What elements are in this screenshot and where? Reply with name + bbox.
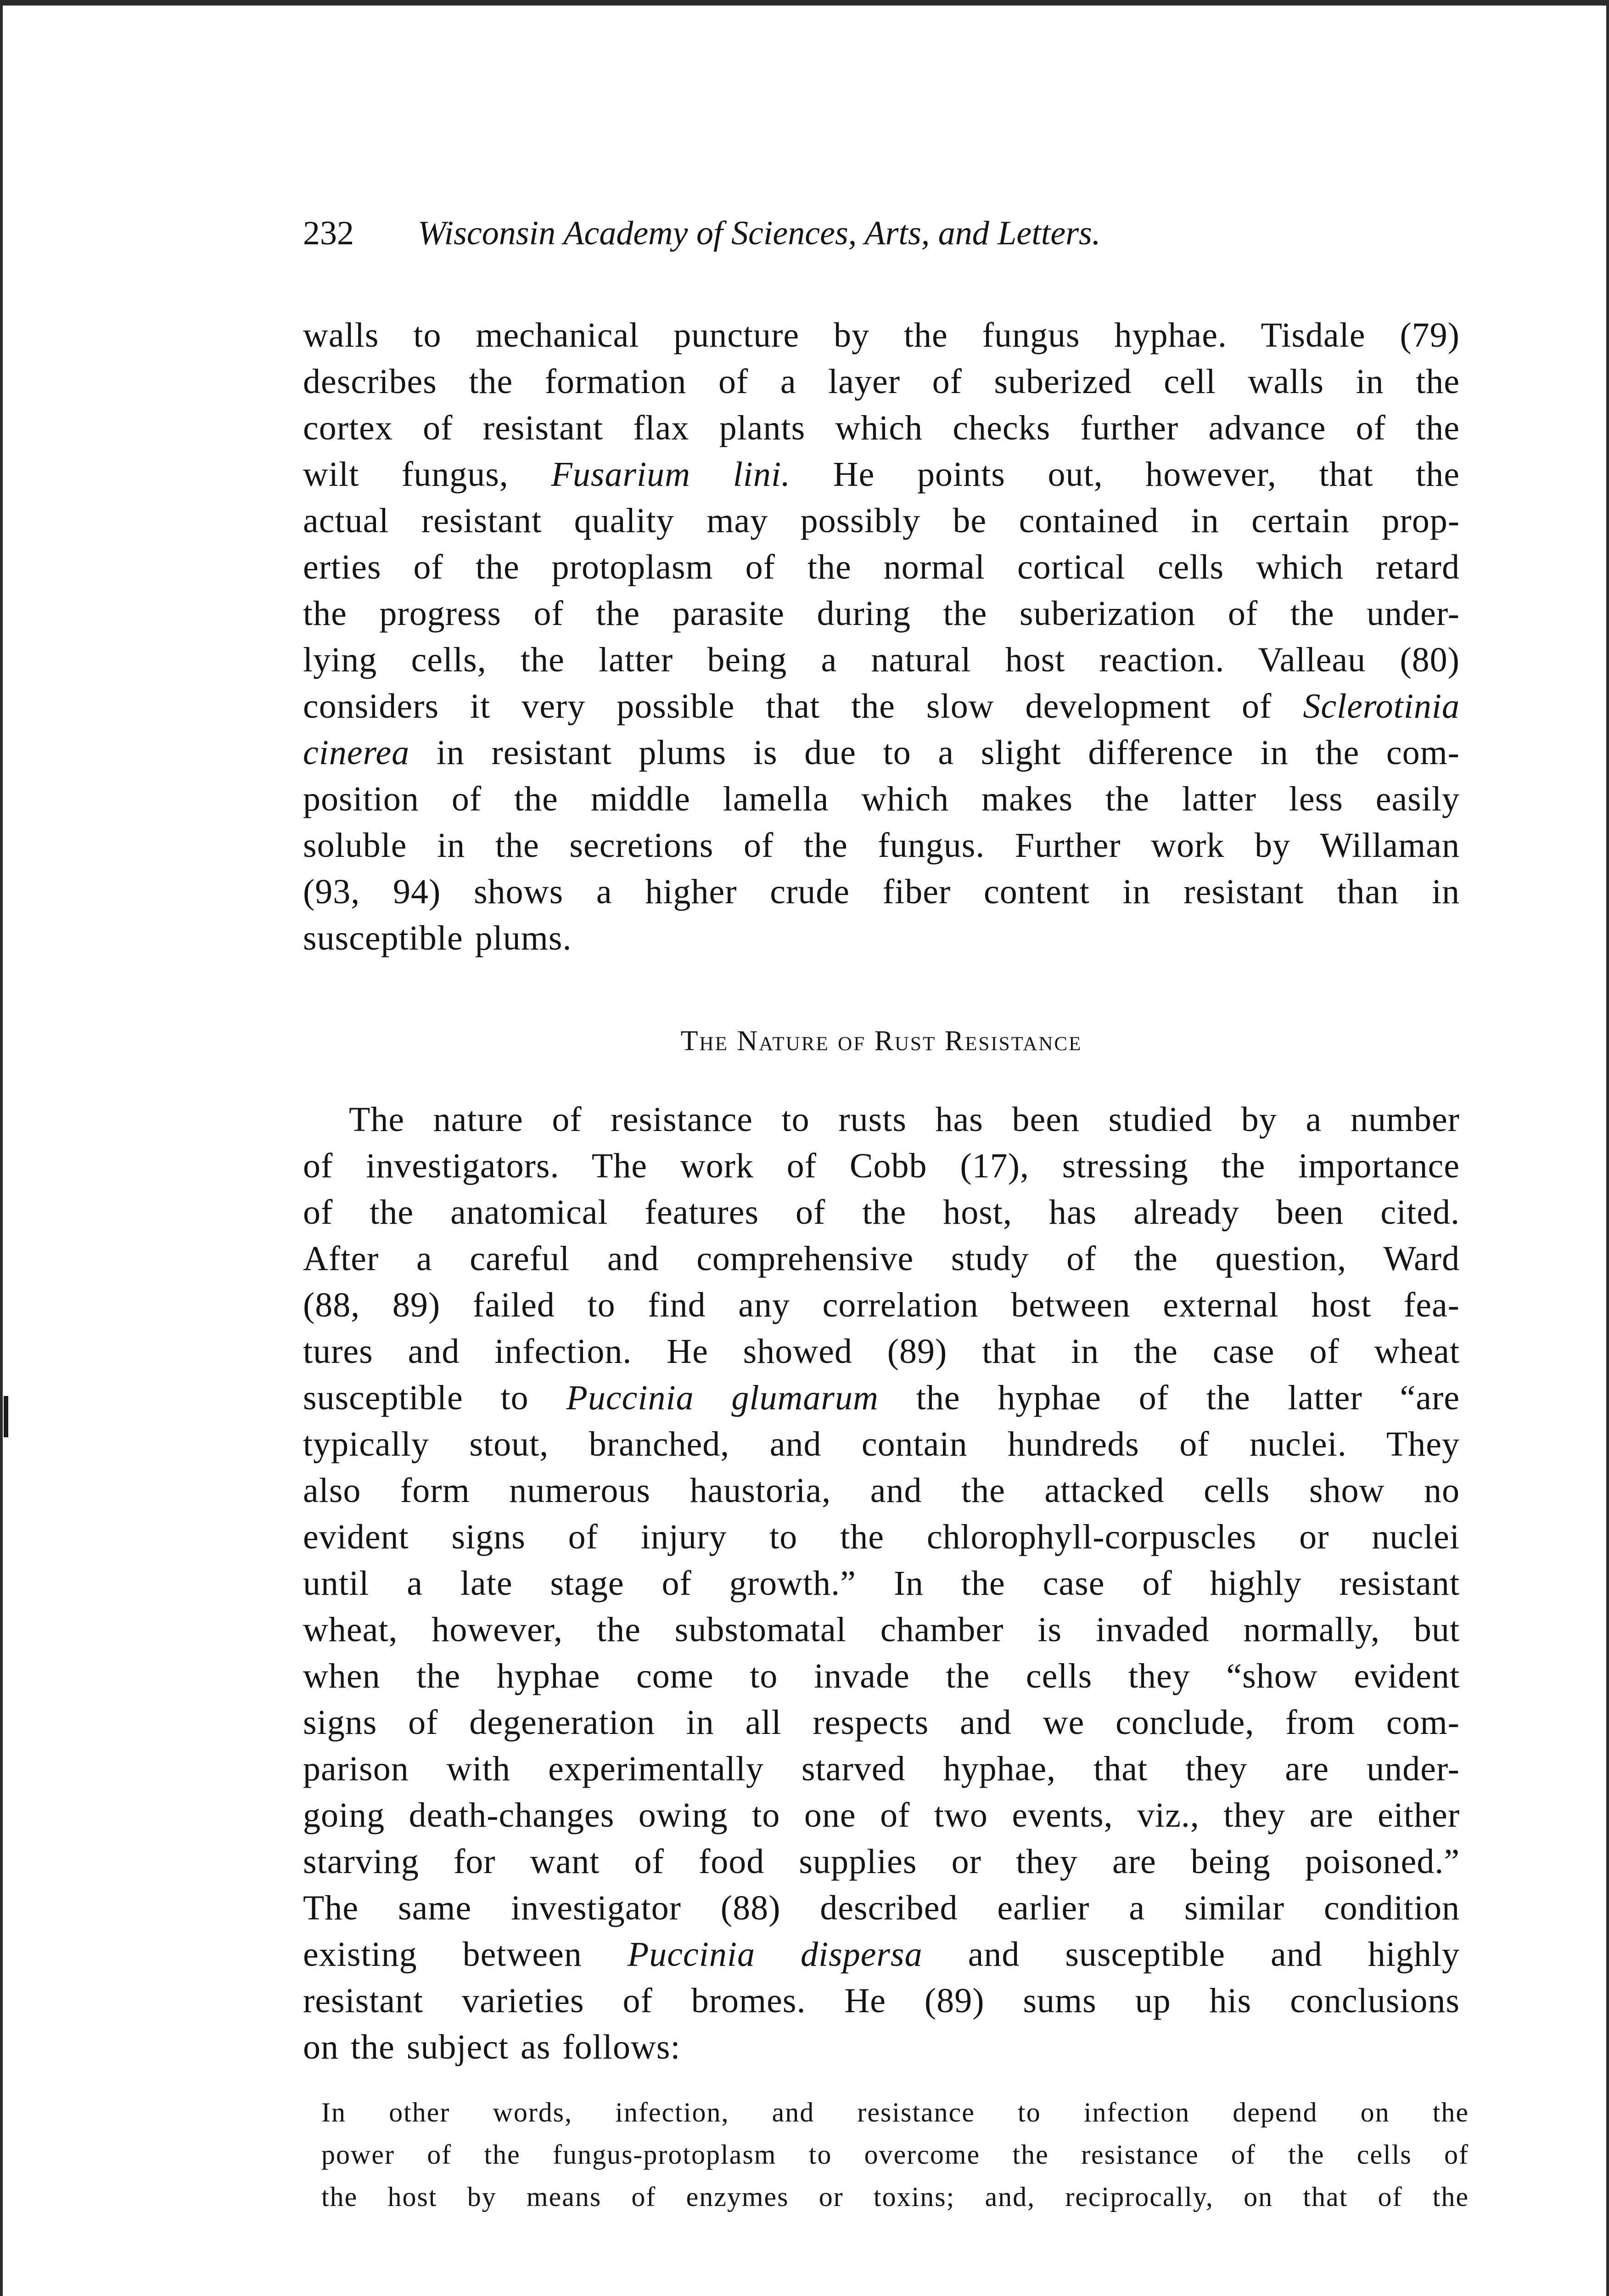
text-line: when the hyphae come to invade the cells they “show evident	[303, 1657, 1460, 1695]
text-line	[303, 451, 1460, 498]
text-line: the host by means of enzymes or toxins; and, reciprocally, on that of the	[321, 2182, 1469, 2212]
text-line: In other words, infection, and resistance to infection depend on the	[321, 2097, 1469, 2127]
text-line: going death-changes owing to one of two events, viz., they are either	[303, 1796, 1460, 1835]
scan-border-top	[0, 0, 1609, 6]
text-line: signs of degeneration in all respects and we conclude, from com-	[303, 1703, 1460, 1742]
text-line: susceptible plums.	[303, 919, 572, 957]
text-run: in resistant plums is due to a slight difference in the com-	[409, 733, 1460, 772]
journal-title: Wisconsin Academy of Sciences, Arts, and Letters.	[418, 214, 1101, 252]
text-run: He points out, however, that the	[790, 455, 1460, 494]
italic-taxon: Sclerotinia	[1303, 687, 1460, 726]
scan-border-right	[1606, 0, 1609, 2296]
text-line: until a late stage of growth.” In the case of highly resistant	[303, 1564, 1460, 1603]
text-line: on the subject as follows:	[303, 2028, 681, 2066]
text-line: The same investigator (88) described earlier a similar condition	[303, 1889, 1460, 1927]
text-line: soluble in the secretions of the fungus. Further work by Willaman	[303, 826, 1460, 865]
text-line: lying cells, the latter being a natural host reaction. Valleau (80)	[303, 641, 1460, 679]
binding-mark	[4, 1396, 8, 1437]
text-line: (88, 89) failed to find any correlation between external host fea-	[303, 1286, 1460, 1324]
text-line: describes the formation of a layer of suberized cell walls in the	[303, 362, 1460, 401]
text-line: also form numerous haustoria, and the attacked cells show no	[303, 1471, 1460, 1510]
text-line: of the anatomical features of the host, has already been cited.	[303, 1193, 1460, 1232]
text-line: actual resistant quality may possibly be contained in certain prop-	[303, 501, 1460, 540]
text-line: the progress of the parasite during the suberization of the under-	[303, 594, 1460, 633]
text-line	[303, 1931, 1460, 1978]
block-quote	[321, 2091, 1469, 2218]
text-line: cortex of resistant flax plants which checks further advance of the	[303, 409, 1460, 447]
text-line: power of the fungus-protoplasm to overcome the resistance of the cells of	[321, 2139, 1469, 2170]
section-heading: The Nature of Rust Resistance	[680, 1025, 1082, 1057]
text-line: erties of the protoplasm of the normal cortical cells which retard	[303, 548, 1460, 586]
text-line: (93, 94) shows a higher crude fiber content in resistant than in	[303, 872, 1460, 911]
text-line: wheat, however, the substomatal chamber is invaded normally, but	[303, 1610, 1460, 1649]
italic-taxon: cinerea	[303, 733, 410, 772]
text-line: resistant varieties of bromes. He (89) sums up his conclusions	[303, 1981, 1460, 2020]
italic-taxon: Puccinia dispersa	[627, 1935, 923, 1974]
text-line: walls to mechanical puncture by the fungus hyphae. Tisdale (79)	[303, 316, 1460, 355]
text-run: considers it very possible that the slow development of	[303, 687, 1303, 726]
text-line	[303, 730, 1460, 776]
text-run: the hyphae of the latter “are	[878, 1379, 1460, 1417]
text-run: wilt fungus,	[303, 455, 551, 494]
paragraph-rust-resistance	[303, 1097, 1460, 2071]
text-line: parison with experimentally starved hyphae, that they are under-	[303, 1750, 1460, 1788]
page-number: 232	[303, 214, 354, 252]
text-run: susceptible to	[303, 1379, 566, 1417]
text-line: tures and infection. He showed (89) that in the case of wheat	[303, 1332, 1460, 1371]
text-line: position of the middle lamella which makes the latter less easily	[303, 780, 1460, 818]
text-line: After a careful and comprehensive study of the question, Ward	[303, 1239, 1460, 1278]
text-line: starving for want of food supplies or they are being poisoned.”	[303, 1842, 1460, 1881]
text-line	[303, 683, 1460, 730]
text-run: and susceptible and highly	[922, 1935, 1460, 1974]
text-run: existing between	[303, 1935, 628, 1974]
text-line	[303, 1375, 1460, 1421]
text-line: The nature of resistance to rusts has been studied by a number	[349, 1100, 1460, 1139]
running-head	[303, 210, 1359, 256]
paragraph-mechanical-resistance	[303, 312, 1460, 962]
text-line: typically stout, branched, and contain hundreds of nuclei. They	[303, 1425, 1460, 1463]
text-line: of investigators. The work of Cobb (17), stressing the importance	[303, 1147, 1460, 1185]
scan-border-left	[0, 0, 3, 2296]
text-line: evident signs of injury to the chlorophyll-corpuscles or nuclei	[303, 1518, 1460, 1556]
italic-taxon: Puccinia glumarum	[566, 1379, 879, 1417]
italic-taxon: Fusarium lini.	[551, 455, 791, 494]
